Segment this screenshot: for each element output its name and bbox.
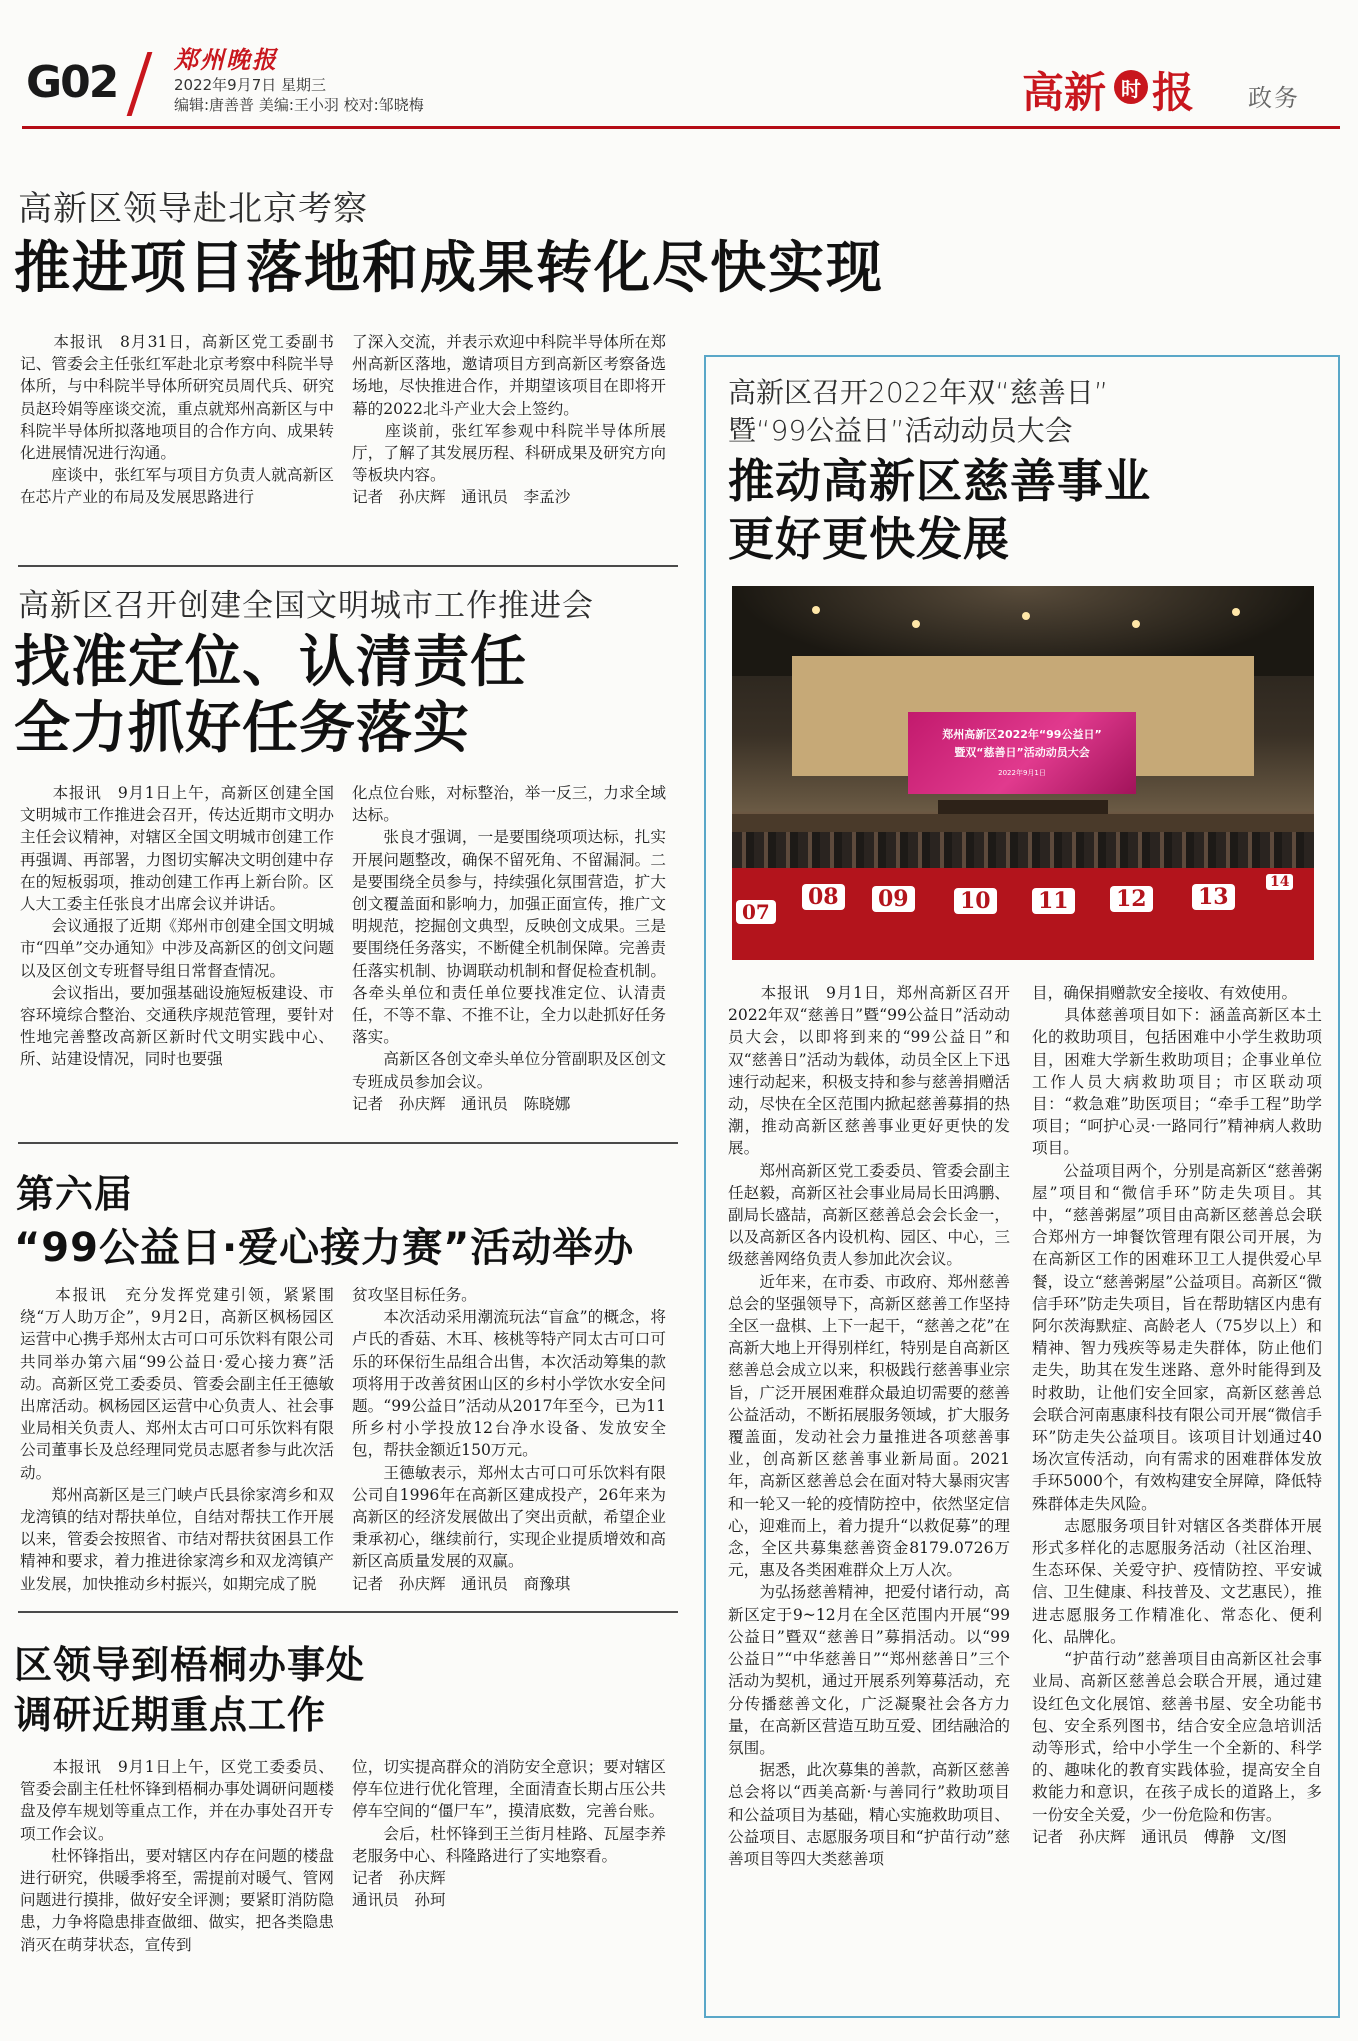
screen-title: 暨双“慈善日”活动动员大会 — [954, 746, 1090, 759]
article3-col2 — [352, 1284, 666, 1595]
light-dot — [1232, 608, 1240, 616]
article5-kicker — [728, 374, 1108, 450]
section-logo-part-1: 高新 — [1022, 68, 1107, 117]
light-dot — [1022, 612, 1030, 620]
section-logo — [1022, 60, 1222, 120]
divider — [18, 1142, 678, 1144]
section-logo-part-2: 时 — [1121, 77, 1141, 101]
article5-kicker-line: 高新区召开2022年双“慈善日” — [728, 376, 1109, 409]
masthead — [0, 0, 1358, 140]
article1-para: 了深入交流，并表示欢迎中科院半导体所在郑州高新区落地，邀请项目方到高新区考察备选场地，尽快推进合作，并期望该项目在即将开幕的2022北斗产业大会上签约。 — [352, 333, 666, 418]
masthead-rule — [22, 126, 1340, 129]
article3-para: 贫攻坚目标任务。 — [352, 1286, 477, 1304]
article2-byline: 记者 孙庆辉 通讯员 陈晓娜 — [352, 1094, 571, 1113]
seat-number: 10 — [954, 888, 997, 914]
article4-para: 本报讯 9月1日上午，区党工委委员、管委会副主任杜怀锋到梧桐办事处调研问题楼盘及停车规划等重点工作，并在办事处召开专项工作会议。 — [20, 1758, 334, 1843]
article5-para: “护苗行动”慈善项目由高新区社会事业局、高新区慈善总会联合开展，通过建设红色文化展馆、慈善书屋、安全功能书包、安全系列图书，结合安全应急培训活动等形式，给中小学生一个全新的、科学的、趣味化的教育实践体验，提高安全自救能力和意识，在孩子成长的道路上，多一份安全关爱，少一份危险和伤害。 — [1032, 1650, 1322, 1824]
page-number-slash — [127, 52, 153, 116]
article2-headline-line: 全力抓好任务落实 — [14, 696, 470, 761]
seat-number: 08 — [802, 884, 845, 910]
article3-kicker: 第六届 — [16, 1172, 134, 1216]
article4-byline: 记者 孙庆辉 — [352, 1869, 446, 1888]
divider — [18, 1611, 678, 1613]
article5-para: 公益项目两个，分别是高新区“慈善粥屋”项目和“微信手环”防走失项目。其中，“慈善粥屋”项目由高新区慈善总会联合郑州方一坤餐饮管理有限公司开展，为在高新区工作的困难环卫工人提供爱心早餐，设立“慈善粥屋”公益项目。高新区“微信手环”防走失项目，旨在帮助辖区内患有阿尔茨海默症、高龄老人（75岁以上）和精神、智力残疾等易走失群体，防止他们走失，助其在发生迷路、意外时能得到及时救助，让他们安全回家，高新区慈善总会联合河南惠康科技有限公司开展“微信手环”防走失公益项目。该项目计划通过40场次宣传活动，向有需求的困难群体发放手环5000个，有效构建安全屏障，降低特殊群体走失风险。 — [1032, 1161, 1322, 1513]
light-dot — [912, 620, 920, 628]
stage-screen — [908, 712, 1136, 794]
article1-para: 座谈前，张红军参观中科院半导体所展厅，了解了其发展历程、科研成果及研究方向等板块内容。 — [352, 421, 666, 485]
article5-para: 本报讯 9月1日，郑州高新区召开2022年双“慈善日”暨“99公益日”活动动员大会，以即将到来的“99公益日”和双“慈善日”活动为载体，动员全区上下迅速行动起来，积极支持和参与慈善捐赠活动，尽快在全区范围内掀起慈善募捐的热潮，推动高新区慈善事业更好更快的发展。 — [728, 984, 1010, 1158]
article2-para: 会议通报了近期《郑州市创建全国文明城市“四单”交办通知》中涉及高新区的创文问题以及区创文专班督导组日常督查情况。 — [20, 917, 334, 980]
section-name: 政务 — [1248, 84, 1300, 112]
article5-para: 近年来，在市委、市政府、郑州慈善总会的坚强领导下，高新区慈善工作坚持全区一盘棋、上下一起干，“慈善之花”在高新大地上开得别样红，特别是自高新区慈善总会成立以来，积极践行慈善事业宗旨，广泛开展困难群众最迫切需要的慈善公益活动，不断拓展服务领域，扩大服务覆盖面，发动社会力量推进各项慈善事业，创高新区慈善事业新局面。2021年，高新区慈善总会在面对特大暴雨灾害和一轮又一轮的疫情防控中，依然坚定信心，迎难而上，着力提升“以救促募”的理念，全区共募集慈善资金8179.0726万元，惠及各类困难群众上万人次。 — [728, 1272, 1010, 1580]
article1-para: 座谈中，张红军与项目方负责人就高新区在芯片产业的布局及发展思路进行 — [20, 466, 334, 507]
event-photo — [732, 586, 1314, 960]
article5-byline: 记者 孙庆辉 通讯员 傅静 文/图 — [1032, 1827, 1287, 1846]
article3-para: 郑州高新区是三门峡卢氏县徐家湾乡和双龙湾镇的结对帮扶单位，自结对帮扶工作开展以来，管委会按照省、市结对帮扶贫困县工作精神和要求，着力推进徐家湾乡和双龙湾镇产业发展，加快推动乡村振兴，如期完成了脱 — [20, 1485, 334, 1593]
article5-para: 为弘扬慈善精神，把爱付诸行动，高新区定于9~12月在全区范围内开展“99公益日”暨双“慈善日”募捐活动。以“99公益日”“中华慈善日”“郑州慈善日”三个活动为契机，通过开展系列筹募活动，充分传播慈善文化，广泛凝聚社会各方力量，在高新区营造互助互爱、团结融洽的氛围。 — [728, 1583, 1010, 1757]
page-number: G02 — [26, 57, 118, 108]
date-line: 2022年9月7日 星期三 — [174, 76, 327, 94]
article5-headline — [728, 452, 1151, 568]
seat-number: 14 — [1266, 874, 1293, 890]
article5-col2 — [1032, 982, 1322, 1848]
article5-para: 郑州高新区党工委委员、管委会副主任赵毅，高新区社会事业局局长田鸿鹏、副局长盛喆，高新区慈善总会会长金一，以及高新区各内设机构、园区、中心，三级慈善网络负责人参加此次会议。 — [728, 1161, 1010, 1269]
article4-headline — [14, 1640, 365, 1740]
article2-kicker: 高新区召开创建全国文明城市工作推进会 — [18, 588, 594, 624]
article1-byline: 记者 孙庆辉 通讯员 李孟沙 — [352, 488, 571, 507]
article2-headline-line: 找准定位、认清责任 — [14, 630, 527, 695]
screen-date: 2022年9月1日 — [998, 769, 1046, 777]
article4-col2 — [352, 1756, 666, 1911]
seat-number: 09 — [872, 886, 915, 912]
article5-para: 志愿服务项目针对辖区各类群体开展形式多样化的志愿服务活动（社区治理、生态环保、关爱守护、疫情防控、平安诚信、卫生健康、科技普及、文艺惠民），推进志愿服务工作精准化、常态化、便利化、品牌化。 — [1032, 1516, 1322, 1646]
seat-number: 07 — [736, 900, 776, 924]
article5-para: 目，确保捐赠款安全接收、有效使用。 — [1032, 984, 1298, 1002]
article3-col1 — [20, 1284, 334, 1595]
audience — [732, 832, 1314, 872]
article3-para: 王德敏表示，郑州太古可口可乐饮料有限公司自1996年在高新区建成投产，26年来为高新区的经济发展做出了突出贡献，希望企业秉承初心，继续前行，实现企业提质增效和高新区高质量发展的双赢。 — [352, 1463, 666, 1571]
article5-para: 据悉，此次募集的善款，高新区慈善总会将以“西美高新·与善同行”救助项目和公益项目为基础，精心实施救助项目、公益项目、志愿服务项目和“护苗行动”慈善项目等四大类慈善项 — [728, 1761, 1010, 1868]
article5-para: 具体慈善项目如下：涵盖高新区本土化的救助项目，包括困难中小学生救助项目，困难大学新生救助项目；企事业单位工作人员大病救助项目；市区联动项目：“救急难”助医项目；“牵手工程”助学项目；“呵护心灵·一路同行”精神病人救助项目。 — [1032, 1006, 1322, 1158]
article2-para: 张良才强调，一是要围绕项项达标，扎实开展问题整改，确保不留死角、不留漏洞。二是要围绕全员参与，持续强化氛围营造，扩大创文覆盖面和影响力，加强正面宣传，推广文明规范，挖掘创文典型，反映创文成果。三是要围绕任务落实，不断健全机制保障。完善责任落实机制、协调联动机制和督促检查机制。各牵头单位和责任单位要找准定位、认清责任，不等不靠、不推不让，全力以赴抓好任务落实。 — [352, 828, 666, 1047]
article5-kicker-line: 暨“99公益日”活动动员大会 — [728, 414, 1073, 447]
article1-col1 — [20, 331, 334, 509]
article2-col1 — [20, 782, 334, 1071]
article5-headline-line: 推动高新区慈善事业 — [728, 454, 1151, 508]
article3-para: 本报讯 充分发挥党建引领，紧紧围绕“万人助万企”，9月2日，高新区枫杨园区运营中心携手郑州太古可口可乐饮料有限公司共同举办第六届“99公益日·爱心接力赛”活动。高新区党工委委员、管委会副主任王德敏出席活动。枫杨园区运营中心负责人、社会事业局相关负责人、郑州太古可口可乐饮料有限公司董事长及总经理同党员志愿者参与此次活动。 — [20, 1286, 334, 1482]
article1-col2 — [352, 331, 666, 509]
article4-byline: 通讯员 孙珂 — [352, 1891, 446, 1910]
article1-kicker: 高新区领导赴北京考察 — [18, 189, 368, 229]
article4-para: 杜怀锋指出，要对辖区内存在问题的楼盘进行研究，供暖季将至，需提前对暖气、管网问题进行摸排，做好安全评测；要紧盯消防隐患，力争将隐患排查做细、做实，把各类隐患消灭在萌芽状态，宣传到 — [20, 1846, 334, 1954]
article3-byline: 记者 孙庆辉 通讯员 商豫琪 — [352, 1574, 571, 1593]
article5-headline-line: 更好更快发展 — [728, 512, 1010, 566]
seat-number: 12 — [1110, 886, 1153, 912]
article4-col1 — [20, 1756, 334, 1956]
seat-numbers — [732, 874, 1314, 944]
article2-para: 会议指出，要加强基础设施短板建设、市容环境综合整治、交通秩序规范管理，要针对性地完善整改高新区新时代文明实践中心、所、站建设情况，同时也要强 — [20, 983, 334, 1069]
screen-title: 郑州高新区2022年“99公益日” — [942, 728, 1102, 741]
section-logo-part-3: 报 — [1152, 68, 1195, 117]
article2-para: 高新区各创文牵头单位分管副职及区创文专班成员参加会议。 — [352, 1050, 666, 1091]
light-dot — [1132, 620, 1140, 628]
article1-headline: 推进项目落地和成果转化尽快实现 — [14, 236, 884, 301]
editors-line: 编辑:唐善普 美编:王小羽 校对:邹晓梅 — [174, 96, 424, 114]
article2-headline — [14, 630, 527, 762]
divider — [18, 565, 678, 567]
article4-para: 会后，杜怀锋到王兰街月桂路、瓦屋李养老服务中心、科隆路进行了实地察看。 — [352, 1824, 666, 1865]
article4-headline-line: 区领导到梧桐办事处 — [14, 1643, 366, 1687]
light-dot — [812, 606, 820, 614]
article2-col2 — [352, 782, 666, 1115]
seat-number: 11 — [1032, 888, 1075, 914]
article5-col1 — [728, 982, 1010, 1870]
article2-para: 化点位台账，对标整治，举一反三，力求全域达标。 — [352, 784, 666, 825]
article4-para: 位，切实提高群众的消防安全意识；要对辖区停车位进行优化管理，全面清查长期占压公共停车空间的“僵尸车”，摸清底数，完善台账。 — [352, 1758, 666, 1821]
article4-headline-line: 调研近期重点工作 — [14, 1693, 327, 1737]
article3-headline: “99公益日·爱心接力赛”活动举办 — [14, 1225, 635, 1271]
seat-number: 13 — [1192, 884, 1235, 910]
article2-para: 本报讯 9月1日上午，高新区创建全国文明城市工作推进会召开，传达近期市文明办主任会议精神，对辖区全国文明城市创建工作再强调、再部署，力图切实解决文明创建中存在的短板弱项，推动创建工作再上新台阶。区人大工委主任张良才出席会议并讲话。 — [20, 784, 334, 914]
article1-para: 本报讯 8月31日，高新区党工委副书记、管委会主任张红军赴北京考察中科院半导体所，与中科院半导体所研究员周代兵、研究员赵玲娟等座谈交流，重点就郑州高新区与中科院半导体所拟落地项目的合作方向、成果转化进展情况进行沟通。 — [20, 333, 334, 463]
article3-para: 本次活动采用潮流玩法“盲盒”的概念，将卢氏的香菇、木耳、核桃等特产同太古可口可乐的环保衍生品组合出售，本次活动筹集的款项将用于改善贫困山区的乡村小学饮水安全问题。“99公益日”活动从2017年至今，已为11所乡村小学投放12台净水设备、发放安全包，帮扶金额近150万元。 — [352, 1308, 666, 1460]
paper-logo: 郑州晚报 — [174, 45, 278, 74]
